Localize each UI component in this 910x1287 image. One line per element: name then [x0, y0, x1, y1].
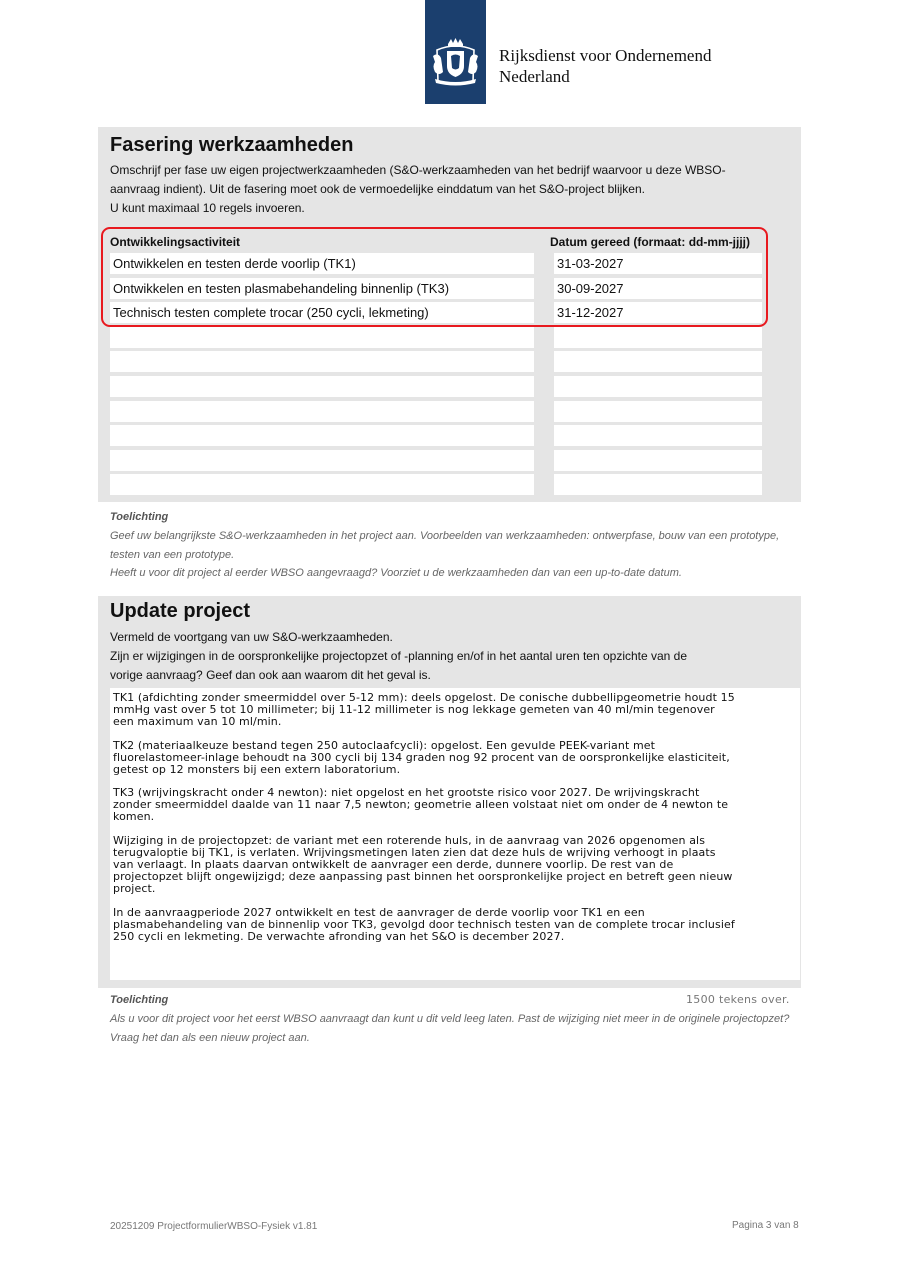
activity-field[interactable]: Ontwikkelen en testen plasmabehandeling binnenlip (TK3)	[110, 278, 534, 299]
activity-field[interactable]	[110, 450, 534, 471]
date-field[interactable]: 31-12-2027	[554, 302, 762, 323]
logo-block	[425, 0, 486, 104]
update-intro	[110, 628, 780, 685]
activity-field[interactable]	[110, 474, 534, 495]
date-field[interactable]	[554, 425, 762, 446]
organisation-name	[499, 45, 711, 87]
intro-line: Zijn er wijzigingen in de oorspronkelijke projectopzet of -planning en/of in het aantal uren ten opzichte van de	[110, 649, 688, 663]
update-paragraph: TK1 (afdichting zonder smeermiddel over 5-12 mm): deels opgelost. De conische dubbellipgeometrie houdt 15 mmHg vast over 5 tot 10 millimeter; bij 11-12 millimeter is nog lekkage gemeten van 40 ml/min tegenover een maximum van 10 ml/min.	[113, 691, 735, 728]
toelichting-label: Toelichting	[110, 994, 169, 1006]
section-title-fasering: Fasering werkzaamheden	[110, 134, 354, 156]
activity-field[interactable]: Ontwikkelen en testen derde voorlip (TK1)	[110, 253, 534, 274]
update-textarea[interactable]	[110, 688, 800, 980]
coat-of-arms-icon	[429, 38, 482, 88]
date-field[interactable]	[554, 376, 762, 397]
toelichting-label: Toelichting	[110, 511, 169, 523]
date-field[interactable]	[554, 351, 762, 372]
note-line: testen van een prototype.	[110, 548, 235, 561]
activity-field[interactable]	[110, 425, 534, 446]
activity-field[interactable]: Technisch testen complete trocar (250 cycli, lekmeting)	[110, 302, 534, 323]
org-name-line-2: Nederland	[499, 67, 570, 86]
intro-line: U kunt maximaal 10 regels invoeren.	[110, 201, 305, 215]
page-number: Pagina 3 van 8	[732, 1220, 799, 1231]
fasering-intro	[110, 161, 780, 218]
date-field[interactable]: 30-09-2027	[554, 278, 762, 299]
toelichting-text	[110, 1010, 800, 1047]
update-paragraph: TK3 (wrijvingskracht onder 4 newton): niet opgelost en het grootste risico voor 2027. De wrijvingskracht zonder smeermiddel daalde van 11 naar 7,5 newton; geometrie alleen volstaat niet om onder de 4 newton te komen.	[113, 786, 729, 824]
activity-field[interactable]	[110, 376, 534, 397]
update-paragraph: TK2 (materiaalkeuze bestand tegen 250 autoclaafcycli): opgelost. Een gevulde PEEK-variant met fluorelastomeer-inlage behoudt na 300 cycli bij 134 graden nog 92 procent van de oorspronkelijke elasticiteit, getest op 12 monsters bij een extern laboratorium.	[113, 738, 730, 776]
date-field[interactable]	[554, 327, 762, 348]
date-field[interactable]	[554, 474, 762, 495]
org-name-line-1: Rijksdienst voor Ondernemend	[499, 46, 712, 65]
fasering-section	[98, 127, 801, 502]
note-line: Heeft u voor dit project al eerder WBSO aangevraagd? Voorziet u de werkzaamheden dan van een up-to-date datum.	[110, 567, 682, 579]
date-field[interactable]: 31-03-2027	[554, 253, 762, 274]
column-header-activity: Ontwikkelingsactiviteit	[110, 235, 241, 249]
note-line: Vraag het dan als een nieuw project aan.	[110, 1031, 310, 1044]
toelichting-text	[110, 527, 800, 583]
date-field[interactable]	[554, 401, 762, 422]
note-line: Geef uw belangrijkste S&O-werkzaamheden in het project aan. Voorbeelden van werkzaamheden: ontwerpfase, bouw van een prototype,	[110, 530, 780, 542]
intro-line: Omschrijf per fase uw eigen projectwerkzaamheden (S&O-werkzaamheden van het bedrijf waarvoor u deze WBSO-	[110, 163, 726, 177]
document-id: 20251209 ProjectformulierWBSO-Fysiek v1.81	[110, 1221, 318, 1232]
update-paragraph: Wijziging in de projectopzet: de variant met een roterende huls, in de aanvraag van 2026 opgenomen als terugvaloptie bij TK1, is verlaten. Wrijvingsmetingen laten zien dat deze huls de wrijving verhoogt in plaats van verlaagt. In plaats daarvan ontwikkelt de aanvrager een derde, dunnere voorlip. De rest van de projectopzet blijft ongewijzigd; deze aanpassing past binnen het oorspronkelijke project en betreft geen nieuw project.	[113, 834, 733, 895]
note-line: Als u voor dit project voor het eerst WBSO aanvraagt dan kunt u dit veld leeg laten. Past de wijziging niet meer in de originele projectopzet?	[110, 1013, 790, 1025]
section-title-update: Update project	[110, 600, 251, 622]
characters-left-counter: 1500 tekens over.	[686, 993, 790, 1006]
intro-line: Vermeld de voortgang van uw S&O-werkzaamheden.	[110, 630, 393, 644]
intro-line: vorige aanvraag? Geef dan ook aan waarom dit het geval is.	[110, 668, 431, 682]
activity-field[interactable]	[110, 327, 534, 348]
column-header-date: Datum gereed (formaat: dd-mm-jjjj)	[550, 235, 751, 249]
update-section	[98, 596, 801, 988]
intro-line: aanvraag indient). Uit de fasering moet ook de vermoedelijke einddatum van het S&O-project blijken.	[110, 182, 645, 196]
activity-field[interactable]	[110, 351, 534, 372]
date-field[interactable]	[554, 450, 762, 471]
update-paragraph: In de aanvraagperiode 2027 ontwikkelt en test de aanvrager de derde voorlip voor TK1 en een plasmabehandeling van de binnenlip voor TK3, gevolgd door technisch testen van de complete trocar inclusief 250 cycli en lekmeting. De verwachte afronding van het S&O is december 2027.	[113, 905, 735, 943]
activity-field[interactable]	[110, 401, 534, 422]
